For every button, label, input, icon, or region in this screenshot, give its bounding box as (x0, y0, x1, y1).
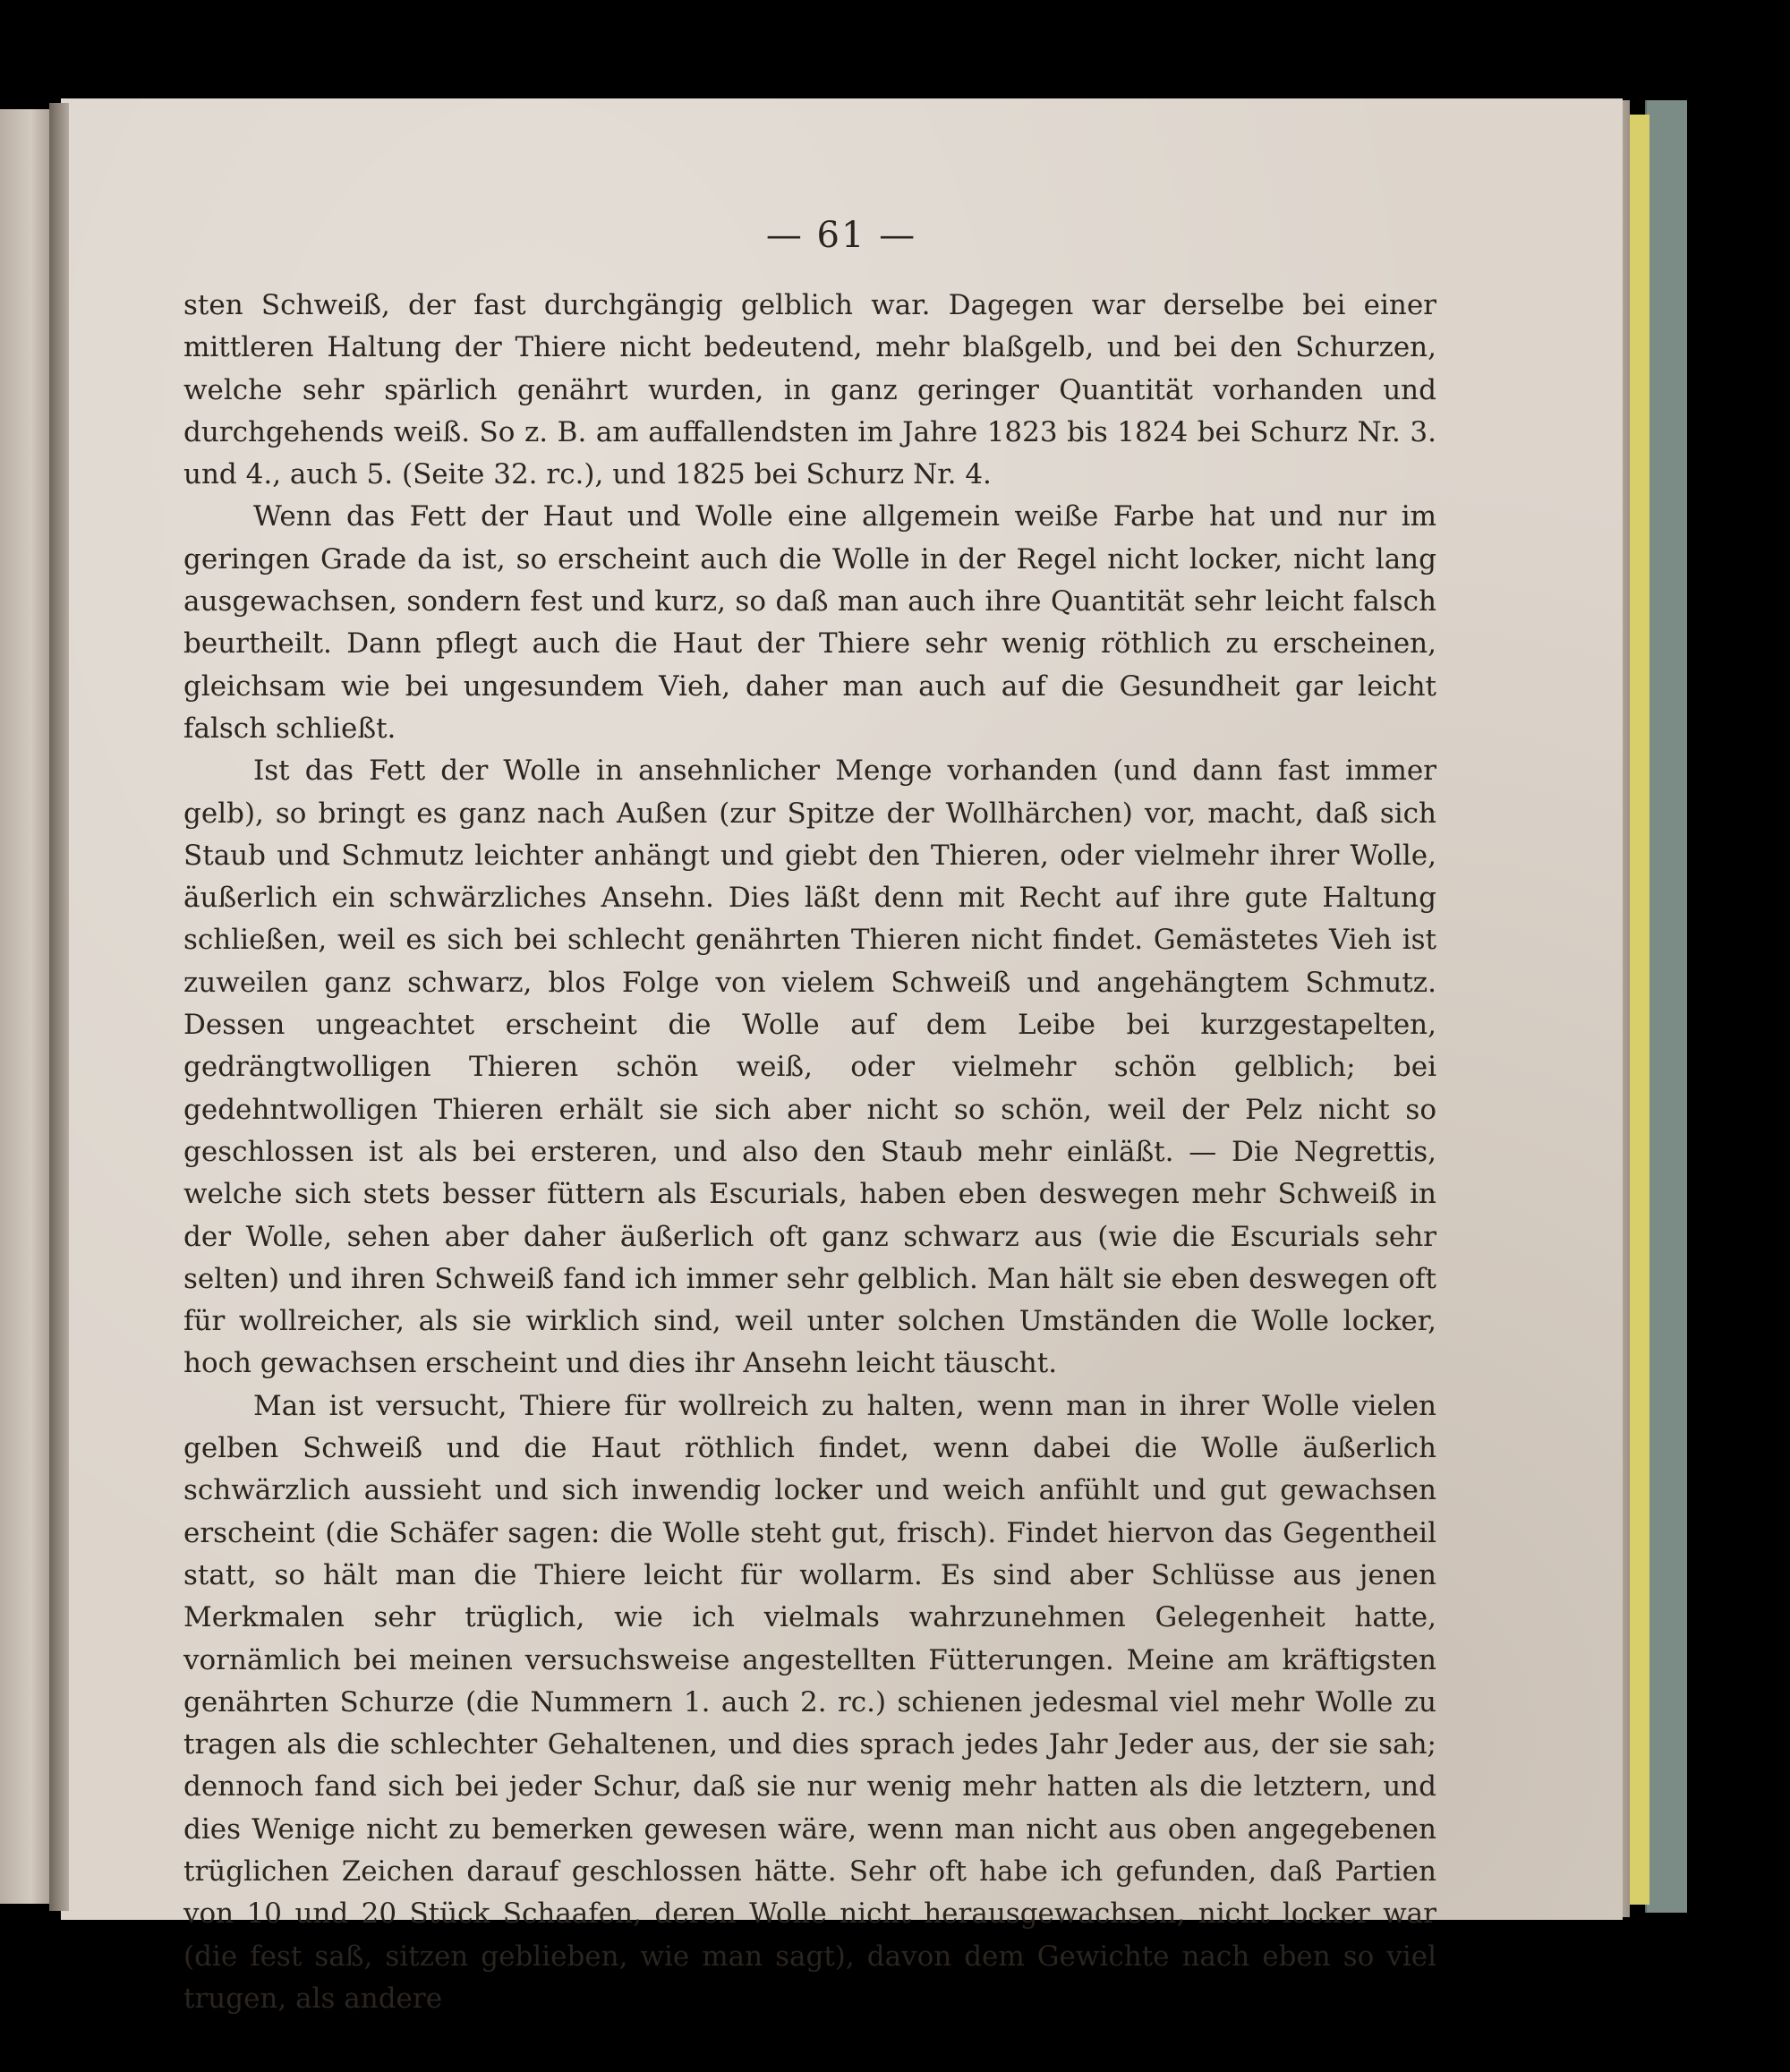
paragraph-1: sten Schweiß, der fast durchgängig gelblich war. Dagegen war derselbe bei einer mittleren Haltung der Thiere nicht bedeutend, mehr blaßgelb, und bei den Schurzen, welche sehr spärlich genährt wurden, in ganz geringer Quantität vorhanden und durchgehends weiß. So z. B. am auffallendsten im Jahre 1823 bis 1824 bei Schurz Nr. 3. und 4., auch 5. (Seite 32. rc.), und 1825 bei Schurz Nr. 4. (183, 289, 1436, 491)
book-gutter (49, 103, 69, 1911)
page-number: — 61 — (765, 215, 917, 256)
paragraph-4: Man ist versucht, Thiere für wollreich zu halten, wenn man in ihrer Wolle vielen gelben Schweiß und die Haut röthlich findet, wenn dabei die Wolle äußerlich schwärzlich aussieht und sich inwendig locker und weich anfühlt und gut gewachsen erscheint (die Schäfer sagen: die Wolle steht gut, frisch). Findet hiervon das Gegentheil statt, so hält man die Thiere leicht für wollarm. Es sind aber Schlüsse aus jenen Merkmalen sehr trüglich, wie ich vielmals wahrzunehmen Gelegenheit hatte, vornämlich bei meinen versuchsweise angestellten Fütterungen. Meine am kräftigsten genährten Schurze (die Nummern 1. auch 2. rc.) schienen jedesmal viel mehr Wolle zu tragen als die schlechter Gehaltenen, und dies sprach jedes Jahr Jeder aus, der sie sah; dennoch fand sich bei jeder Schur, daß sie nur wenig mehr hatten als die letztern, und dies Wenige nicht zu bemerken gewesen wäre, wenn man nicht aus oben angegebenen trüglichen Zeichen darauf geschlossen hätte. Sehr oft habe ich gefunden, daß Partien von 10 und 20 Stück Schaafen, deren Wolle nicht herausgewachsen, nicht locker war (die fest saß, sitzen geblieben, wie man sagt), davon dem Gewichte nach eben so viel trugen, als andere (183, 1389, 1436, 2015)
book-cover-edge (1645, 100, 1687, 1913)
paragraph-3: Ist das Fett der Wolle in ansehnlicher Menge vorhanden (und dann fast immer gelb), so bringt es ganz nach Außen (zur Spitze der Wollhärchen) vor, macht, daß sich Staub und Schmutz leichter anhängt und giebt den Thieren, oder vielmehr ihrer Wolle, äußerlich ein schwärzliches Ansehn. Dies läßt denn mit Recht auf ihre gute Haltung schließen, weil es sich bei schlecht genährten Thieren nicht findet. Gemästetes Vieh ist zuweilen ganz schwarz, blos Folge von vielem Schweiß und angehängtem Schmutz. Dessen ungeachtet erscheint die Wolle auf dem Leibe bei kurzgestapelten, gedrängtwolligen Thieren schön weiß, oder vielmehr schön gelblich; bei gedehntwolligen Thieren erhält sie sich aber nicht so schön, weil der Pelz nicht so geschlossen ist als bei ersteren, und also den Staub mehr einläßt. — Die Negrettis, welche sich stets besser füttern als Escurials, haben eben deswegen mehr Schweiß in der Wolle, sehen aber daher äußerlich oft ganz schwarz aus (wie die Escurials sehr selten) und ihren Schweiß fand ich immer sehr gelblich. Man hält sie eben deswegen oft für wollreicher, als sie wirklich sind, weil unter solchen Umständen die Wolle locker, hoch gewachsen erscheint und dies ihr Ansehn leicht täuscht. (183, 755, 1436, 1380)
page-body (183, 285, 1436, 2020)
previous-page-edge (0, 109, 52, 1904)
paragraph-2: Wenn das Fett der Haut und Wolle eine allgemein weiße Farbe hat und nur im geringen Grade da ist, so erscheint auch die Wolle in der Regel nicht locker, nicht lang ausgewachsen, sondern fest und kurz, so daß man auch ihre Quantität sehr leicht falsch beurtheilt. Dann pflegt auch die Haut der Thiere sehr wenig röthlich zu erscheinen, gleichsam wie bei ungesundem Vieh, daher man auch auf die Gesundheit gar leicht falsch schließt. (183, 500, 1436, 745)
